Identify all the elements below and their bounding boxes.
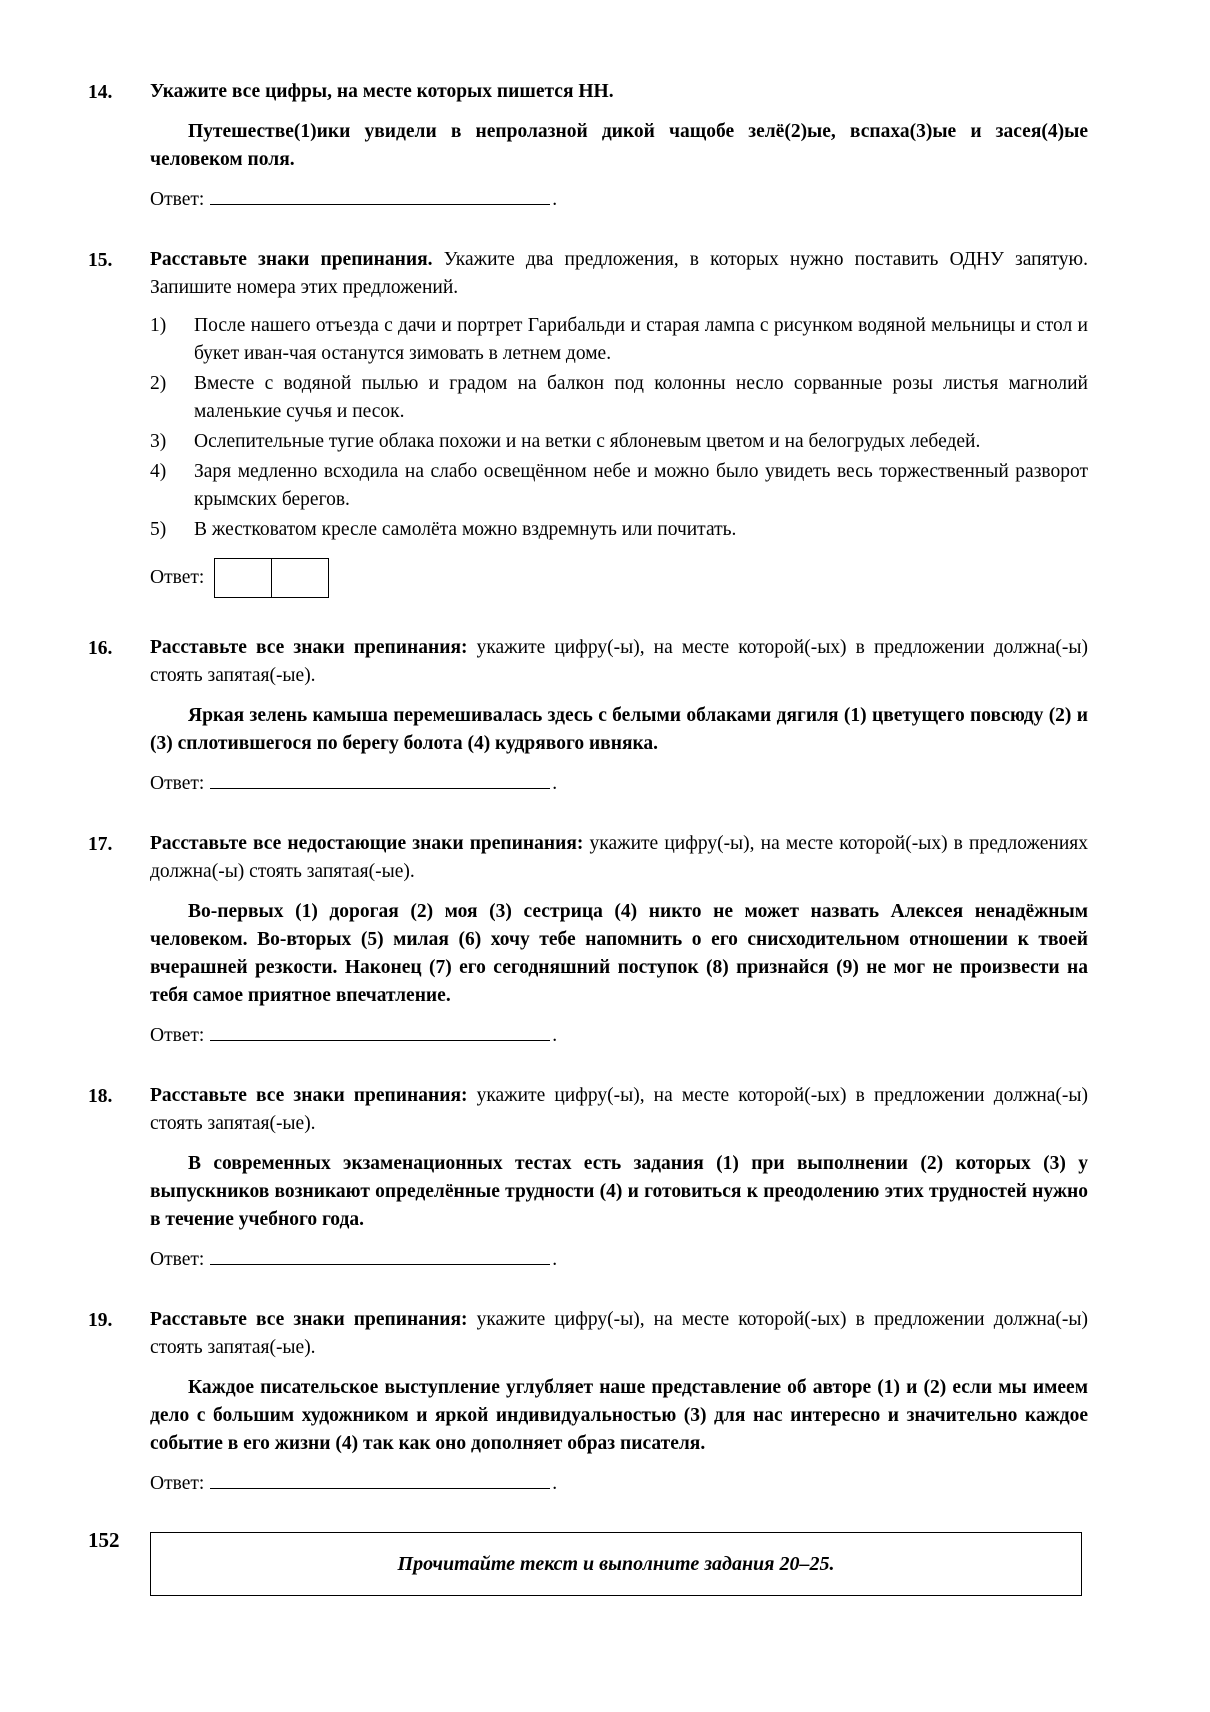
answer-label: Ответ: <box>150 773 205 794</box>
task-body <box>150 830 1088 1050</box>
task-stem-rest: укажите цифру(-ы), на месте которой(-ых) в предложениях должна(-ы) стоять запятая(-ые). <box>150 833 1088 882</box>
task-stem <box>150 1082 1088 1138</box>
answer-label: Ответ: <box>150 1473 205 1494</box>
task-number: 16. <box>88 638 113 659</box>
task-stem-bold: Расставьте все знаки препинания: <box>150 1309 468 1330</box>
task-sentence: Путешестве(1)ики увидели в непролазной дикой чащобе зелё(2)ые, вспаха(3)ые и засея(4)ые человеком поля. <box>150 121 1088 170</box>
list-item-marker: 4) <box>150 461 167 482</box>
task-sentence: В современных экзаменационных тестах есть задания (1) при выполнении (2) которых (3) у выпускников возникают определённые трудности (4) и готовиться к преодолению этих трудностей нужно в течение учебного года. <box>150 1153 1088 1230</box>
list-item-marker: 5) <box>150 519 167 540</box>
answer-box-cell[interactable] <box>272 559 328 597</box>
read-text-banner-label: Прочитайте текст и выполните задания 20–25. <box>397 1552 835 1575</box>
task-body <box>150 1082 1088 1274</box>
list-item-text: В жестковатом кресле самолёта можно вздремнуть или почитать. <box>194 519 737 540</box>
spacer <box>88 1274 1088 1306</box>
task-number: 19. <box>88 1310 113 1331</box>
answer-boxes-row <box>150 558 1088 598</box>
answer-label: Ответ: <box>150 189 205 210</box>
task-stem-bold: Расставьте все знаки препинания: <box>150 637 468 658</box>
task-stem-rest: укажите цифру(-ы), на месте которой(-ых) в предложении должна(-ы) стоять запятая(-ые). <box>150 1309 1089 1358</box>
task-stem-bold: Расставьте все знаки препинания: <box>150 1085 468 1106</box>
answer-dot: . <box>552 1249 558 1270</box>
options-list <box>150 312 1088 544</box>
list-item-text: После нашего отъезда с дачи и портрет Гарибальди и старая лампа с рисунком водяной мельницы и стол и букет иван-чая останутся зимовать в летнем доме. <box>194 315 1088 364</box>
read-text-banner <box>150 1532 1082 1596</box>
task-stem-bold: Расставьте все недостающие знаки препинания: <box>150 833 584 854</box>
list-item <box>150 370 1088 426</box>
list-item-text: Ослепительные тугие облака похожи и на ветки с яблоневым цветом и на белогрудых лебедей. <box>194 431 981 452</box>
task-stem <box>150 246 1088 302</box>
answer-input[interactable] <box>210 1473 550 1489</box>
answer-input[interactable] <box>210 773 550 789</box>
answer-input[interactable] <box>210 1025 550 1041</box>
task-stem <box>150 830 1088 886</box>
task-body <box>150 78 1088 214</box>
task-14 <box>88 78 1088 214</box>
page-content <box>88 78 1088 1596</box>
spacer <box>88 214 1088 246</box>
page-number: 152 <box>88 1528 120 1552</box>
answer-label: Ответ: <box>150 1249 205 1270</box>
task-15 <box>88 246 1088 598</box>
answer-label: Ответ: <box>150 1025 205 1046</box>
task-19 <box>88 1306 1088 1498</box>
list-item <box>150 312 1088 368</box>
spacer <box>88 798 1088 830</box>
answer-line <box>150 1022 1088 1050</box>
list-item <box>150 458 1088 514</box>
answer-input[interactable] <box>210 1249 550 1265</box>
task-17 <box>88 830 1088 1050</box>
task-sentence: Каждое писательское выступление углубляет наше представление об авторе (1) и (2) если мы имеем дело с большим художником и яркой индивидуальностью (3) для нас интересно и значительно каждое событие в его жизни (4) так как оно дополняет образ писателя. <box>150 1377 1088 1454</box>
answer-dot: . <box>552 189 558 210</box>
answer-dot: . <box>552 1025 558 1046</box>
task-stem-rest: укажите цифру(-ы), на месте которой(-ых) в предложении должна(-ы) стоять запятая(-ые). <box>150 1085 1089 1134</box>
answer-box-group[interactable] <box>214 558 329 598</box>
list-item <box>150 516 1088 544</box>
spacer <box>88 1050 1088 1082</box>
task-body <box>150 1306 1088 1498</box>
spacer <box>88 598 1088 634</box>
list-item-text: Вместе с водяной пылью и градом на балкон под колонны несло сорванные розы листья магнолий маленькие сучья и песок. <box>194 373 1088 422</box>
answer-line <box>150 1470 1088 1498</box>
answer-input[interactable] <box>210 189 550 205</box>
task-number: 18. <box>88 1086 113 1107</box>
task-stem <box>150 634 1088 690</box>
task-number: 17. <box>88 834 113 855</box>
task-stem-bold: Расставьте знаки препинания. <box>150 249 433 270</box>
task-body <box>150 246 1088 598</box>
answer-line <box>150 186 1088 214</box>
task-number: 15. <box>88 250 113 271</box>
task-number: 14. <box>88 82 113 103</box>
list-item <box>150 428 1088 456</box>
task-sentence: Во-первых (1) дорогая (2) моя (3) сестрица (4) никто не может назвать Алексея ненадёжным человеком. Во-вторых (5) милая (6) хочу тебе напомнить о его снисходительном отношении к твоей вчерашней резкости. Наконец (7) его сегодняшний поступок (8) признайся (9) не мог не произвести на тебя самое приятное впечатление. <box>150 901 1088 1006</box>
task-body <box>150 634 1088 798</box>
list-item-marker: 2) <box>150 373 167 394</box>
task-sentence: Яркая зелень камыша перемешивалась здесь с белыми облаками дягиля (1) цветущего повсюду (2) и (3) сплотившегося по берегу болота (4) кудрявого ивняка. <box>150 705 1088 754</box>
list-item-text: Заря медленно всходила на слабо освещённом небе и можно было увидеть весь торжественный разворот крымских берегов. <box>194 461 1088 510</box>
task-stem-rest: Укажите два предложения, в которых нужно поставить ОДНУ запятую. Запишите номера этих предложений. <box>150 249 1088 298</box>
answer-dot: . <box>552 1473 558 1494</box>
task-stem-rest: укажите цифру(-ы), на месте которой(-ых) в предложении должна(-ы) стоять запятая(-ые). <box>150 637 1089 686</box>
task-stem: Укажите все цифры, на месте которых пишется НН. <box>150 81 614 102</box>
answer-line <box>150 770 1088 798</box>
answer-box-cell[interactable] <box>215 559 272 597</box>
task-16 <box>88 634 1088 798</box>
list-item-marker: 1) <box>150 315 167 336</box>
task-18 <box>88 1082 1088 1274</box>
answer-label: Ответ: <box>150 567 205 588</box>
answer-line <box>150 1246 1088 1274</box>
answer-dot: . <box>552 773 558 794</box>
list-item-marker: 3) <box>150 431 167 452</box>
task-stem <box>150 1306 1088 1362</box>
